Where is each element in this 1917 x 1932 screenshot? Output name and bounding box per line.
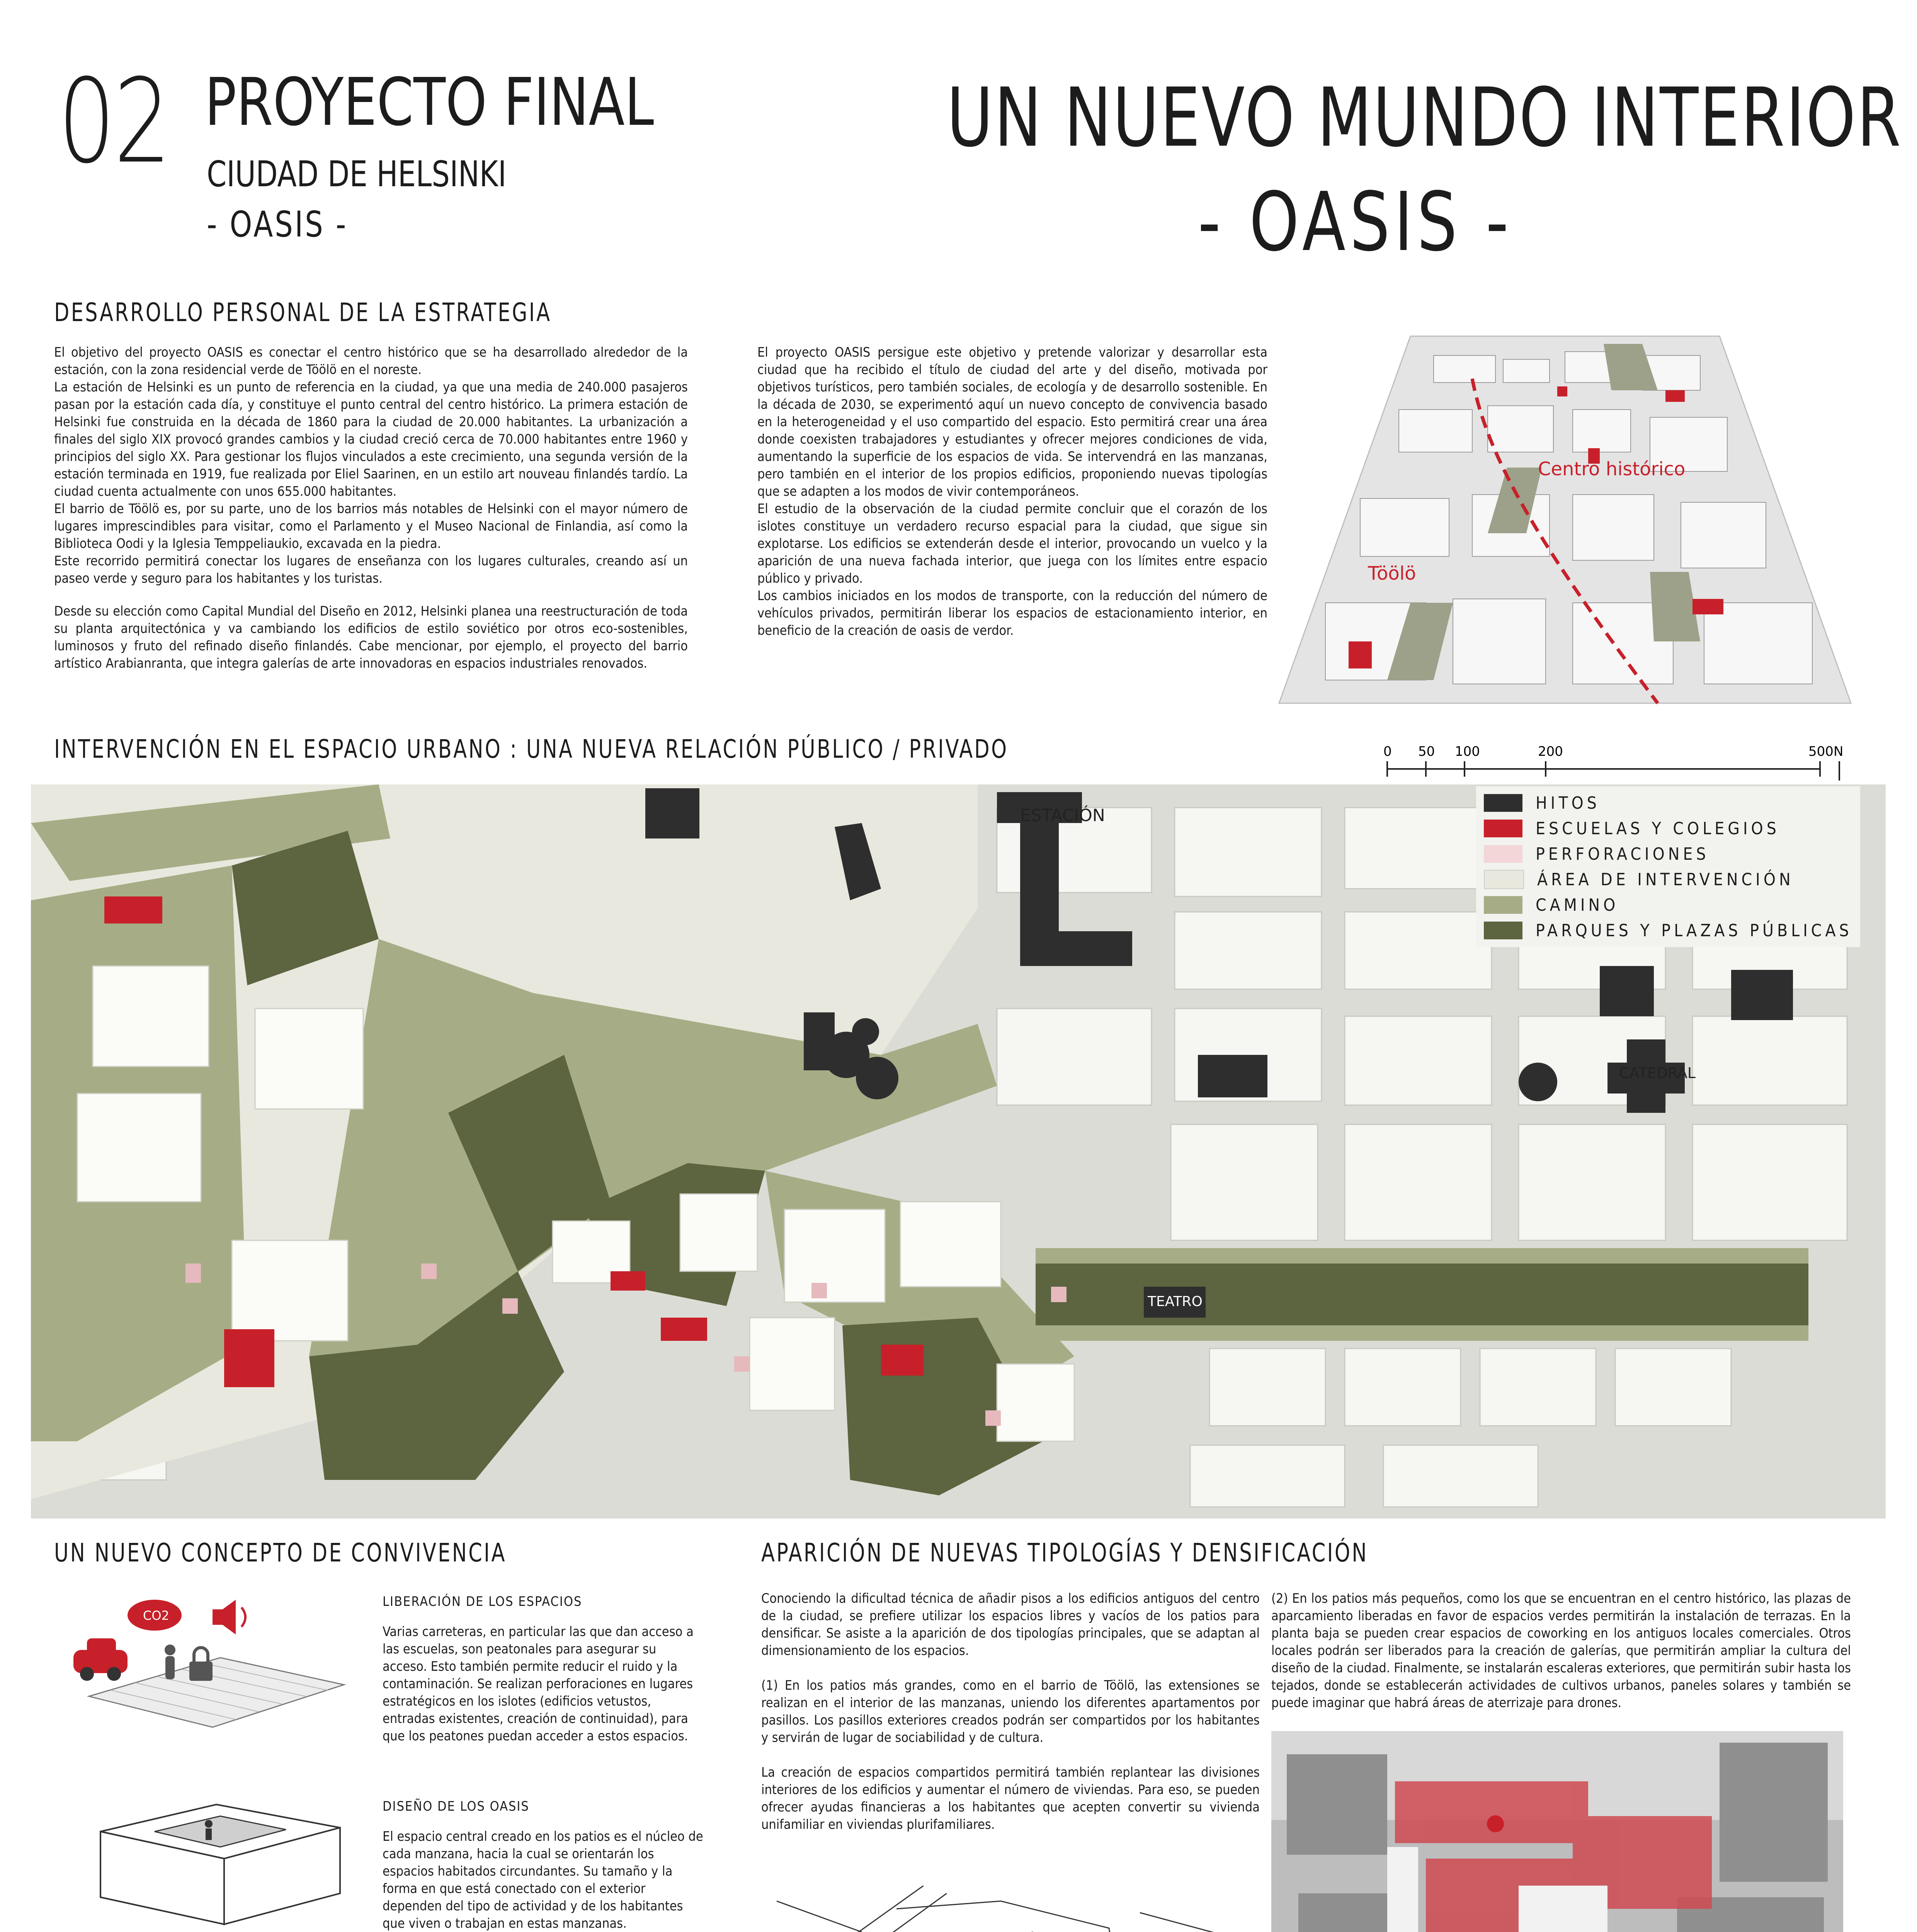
section-heading-map: INTERVENCIÓN EN EL ESPACIO URBANO : UNA NUEVA RELACIÓN PÚBLICO / PRIVADO (54, 734, 1009, 764)
oasis-small: - OASIS - (207, 204, 348, 245)
legend-swatch (1484, 845, 1522, 863)
strategy-paragraph: Los cambios iniciados en los modos de transporte, con la reducción del número de vehículos privados, permitirán liberar los espacios de estacionamiento interior, en beneficio de la creación de oasis de verdor. (757, 588, 1267, 638)
tipologias-paragraph: (1) En los patios más grandes, como en el barrio de Töölö, las extensiones se realizan en el interior de las manzanas, uniendo los diferentes apartamentos por pasillos. Los pasillos exteriores creados podrán ser compartidos por los habitantes y servirán de lugar de sociabilidad y de cultura. (761, 1678, 1260, 1745)
map-scale-tick: 50 (1418, 744, 1435, 759)
typology-plan-drawing (761, 1886, 1260, 1932)
map-label-catedral: CATEDRAL (1619, 1065, 1696, 1082)
diagram-liberacion (66, 1592, 367, 1731)
legend-item: ÁREA DE INTERVENCIÓN (1484, 867, 1852, 892)
map-scale-bar (1383, 742, 1847, 784)
strategy-paragraph: La estación de Helsinki es un punto de referencia en la ciudad, ya que una media de 240.000 pasajeros pasan por la estación cada día, y constituye el punto central del centro histórico. La primera estación de Helsinki fue construida en la década de 1860 para la ciudad de 20.000 habitantes. La urbanización a finales del siglo XIX provocó grandes cambios y la ciudad creció cerca de 70.000 habitantes entre 1960 y principios del siglo XX. Para gestionar los flujos vinculados a este crecimiento, una segunda versión de la estación terminada en 1919, fue realizada por Eliel Saarinen, en un estilo art nouveau finlandés tardío. La ciudad cuenta actualmente con unos 655.000 habitantes. (54, 379, 688, 499)
legend-item: PERFORACIONES (1484, 841, 1852, 867)
tipologias-column-1 (761, 1590, 1260, 1833)
section-heading-strategy: DESARROLLO PERSONAL DE LA ESTRATEGIA (54, 298, 552, 327)
convivencia-item-title: LIBERACIÓN DE LOS ESPACIOS (383, 1594, 582, 1609)
map-label-teatro: TEATRO (1148, 1294, 1203, 1310)
speaker-icon (213, 1600, 245, 1634)
legend-swatch (1484, 820, 1522, 837)
map-label-estacion: ESTACIÓN (1020, 806, 1105, 825)
project-title: PROYECTO FINAL (205, 64, 654, 141)
people-icon (205, 1820, 213, 1840)
strategy-column-2 (757, 344, 1267, 639)
convivencia-item (383, 1799, 703, 1932)
panel-number: 02 (58, 54, 170, 189)
strategy-paragraph: El barrio de Töölö es, por su parte, uno de los barrios más notables de Helsinki con el mayor número de lugares imprescindibles para visitar, como el Parlamento y el Museo Nacional de Finlandia, así como la Biblioteca Oodi y la Iglesia Temppeliaukio, excavada en la piedra. (54, 501, 688, 551)
legend-item: CAMINO (1484, 892, 1852, 918)
convivencia-item-title: DISEÑO DE LOS OASIS (383, 1799, 529, 1814)
car-icon (73, 1638, 128, 1681)
legend-item: HITOS (1484, 790, 1852, 816)
convivencia-item-text: Varias carreteras, en particular las que dan acceso a las escuelas, son peatonales para asegurar su acceso. Esto también permite reducir el ruido y la contaminación. Se realizan perforaciones en lugares estratégicos en los islotes (edificios vetustos, entradas existentes, creación de continuidad), para que los peatones puedan acceder a estos espacios. (383, 1624, 694, 1744)
diagram-oasis (93, 1801, 348, 1928)
legend-swatch (1484, 896, 1522, 914)
map-scale-tick: 0 (1383, 744, 1392, 759)
convivencia-item (383, 1594, 703, 1745)
strategy-paragraph: El objetivo del proyecto OASIS es conectar el centro histórico que se ha desarrollado alrededor de la estación, con la zona residencial verde de Töölö en el noreste. (54, 345, 688, 378)
convivencia-item-text: El espacio central creado en los patios es el núcleo de cada manzana, hacia la cual se orientarán los espacios habitados circundantes. Su tamaño y la forma en que está conectado con el exterior dependen del tipo de actividad y de los habitantes que viven o trabajan en estas manzanas. (383, 1829, 703, 1931)
legend-swatch (1484, 922, 1522, 939)
aerial-model-view (1271, 332, 1859, 711)
aerial-label-toolo: Töölö (1368, 563, 1416, 584)
lock-icon (189, 1648, 213, 1681)
section-heading-tipologias: APARICIÓN DE NUEVAS TIPOLOGÍAS Y DENSIFICACIÓN (761, 1538, 1368, 1568)
render-typology-1 (1271, 1731, 1843, 1932)
strategy-paragraph: Desde su elección como Capital Mundial del Diseño en 2012, Helsinki planea una reestructuración de toda su planta arquitectónica y va cambiando los edificios de estilo soviético por otros eco-sostenibles, luminosos y fruto del refinado diseño finlandés. Cabe mencionar, por ejemplo, el proyecto del barrio artístico Arabianranta, que integra galerías de arte innovadoras en espacios industriales renovados. (54, 604, 688, 671)
svg-text:CO2: CO2 (143, 1608, 169, 1623)
pedestrian-icon (165, 1645, 175, 1679)
tipologias-paragraph: Conociendo la dificultad técnica de añadir pisos a los edificios antiguos del centro de la ciudad, se prefiere utilizar los espacios libres y vacíos de los patios para densificar. Se asiste a la aparición de dos tipologías principales, que se adaptan al dimensionamiento de los espacios. (761, 1591, 1260, 1658)
map-legend (1476, 786, 1860, 947)
tipologias-column-2: (2) En los patios más pequeños, como los que se encuentran en el centro histórico, las plazas de aparcamiento liberadas en favor de espacios verdes permitirán la instalación de terrazas. En la planta baja se pueden crear espacios de coworking en los antiguos locales comerciales. Otros locales podrán ser liberados para la creación de galerías, que permitirán ampliar la cultura del diseño de la ciudad. Finalmente, se instalarán escaleras exteriores, que permitirán subir hasta los tejados, donde se establecerán actividades de cultivos urbanos, paneles solares y también se puede imaginar que habrá áreas de aterrizaje para drones. (1271, 1591, 1851, 1711)
legend-item: ESCUELAS Y COLEGIOS (1484, 816, 1852, 841)
legend-swatch (1484, 870, 1524, 889)
legend-item: PARQUES Y PLAZAS PÚBLICAS (1484, 918, 1852, 943)
map-scale-tick: 100 (1455, 744, 1480, 759)
city-subtitle: CIUDAD DE HELSINKI (207, 153, 507, 195)
map-scale-tick: 500 (1808, 744, 1834, 759)
section-heading-convivencia: UN NUEVO CONCEPTO DE CONVIVENCIA (54, 1538, 507, 1568)
main-title: UN NUEVO MUNDO INTERIOR (947, 70, 1902, 165)
co2-cloud-icon (128, 1600, 182, 1631)
strategy-paragraph: El estudio de la observación de la ciudad permite concluir que el corazón de los islotes constituye un verdadero recurso espacial para la ciudad, que sigue sin explotarse. Los edificios se extenderán desde el interior, provocando un vuelco y la aparición de una nueva fachada interior, que juega con los límites entre espacio público y privado. (757, 501, 1267, 586)
north-label: N (1834, 744, 1844, 759)
main-subtitle: - OASIS - (1198, 175, 1513, 269)
strategy-column-1 (54, 344, 688, 672)
map-scale-tick: 200 (1538, 744, 1563, 759)
aerial-label-centro: Centro histórico (1538, 458, 1686, 480)
strategy-paragraph: Este recorrido permitirá conectar los lugares de enseñanza con los lugares culturales, creando así un paseo verde y seguro para los habitantes y los turistas. (54, 553, 688, 586)
tipologias-paragraph: La creación de espacios compartidos permitirá también replantear las divisiones interiores de los edificios y aumentar el número de viviendas. Para eso, se pueden ofrecer ayudas financieras a los habitantes que acepten convertir su vivienda unifamiliar en viviendas plurifamiliares. (761, 1765, 1260, 1832)
strategy-paragraph: El proyecto OASIS persigue este objetivo y pretende valorizar y desarrollar esta ciudad que ha recibido el título de ciudad del arte y del diseño, motivada por objetivos turísticos, pero también sociales, de ecología y de desarrollo sostenible. En la década de 2030, se experimentó aquí un nuevo concepto de convivencia basado en la heterogeneidad y el uso compartido del espacio. Esto permitirá crear una área donde coexisten trabajadores y estudiantes y ofrecer mejores condiciones de vida, aumentando la superficie de los espacios de vida. Se intervendrá en las manzanas, pero también en el interior de los propios edificios, proponiendo nuevas tipologías que se adapten a los modos de vivir contemporáneos. (757, 345, 1267, 499)
legend-swatch (1484, 794, 1522, 812)
